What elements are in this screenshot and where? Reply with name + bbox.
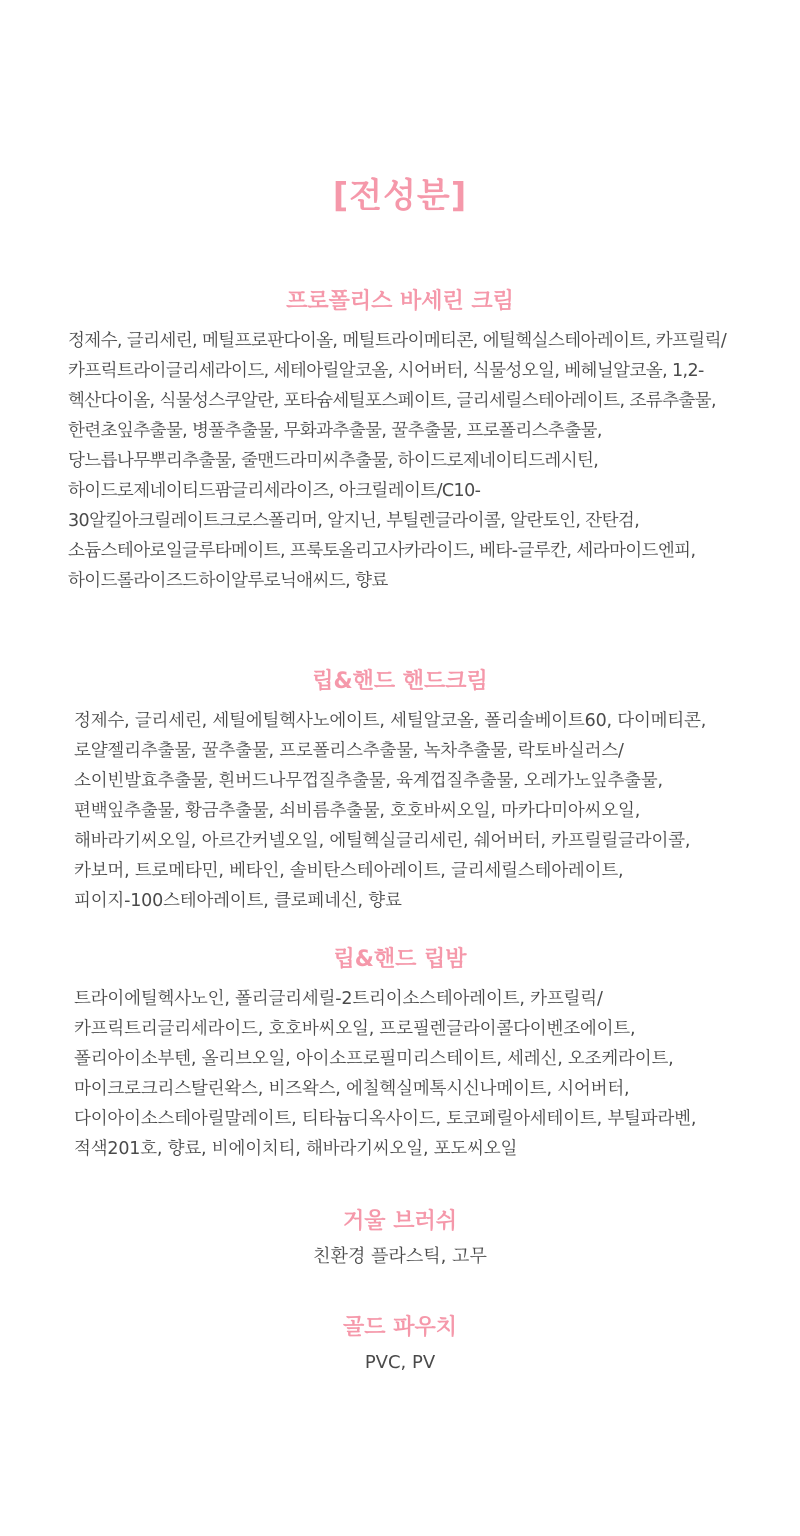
section-heading-gold-pouch: 골드 파우치 [343,1315,457,1340]
section-heading-hand-cream: 립&핸드 핸드크림 [312,669,488,694]
ingredients-mirror-brush: 친환경 플라스틱, 고무 [313,1246,487,1267]
section-heading-mirror-brush: 거울 브러쉬 [343,1209,457,1234]
page-title: [전성분] [332,176,468,216]
ingredients-lip-balm: 트라이에틸헥사노인, 폴리글리세릴-2트리이소스테아레이트, 카프릴릭/카프릭트리글리세라이드, 호호바씨오일, 프로필렌글라이콜다이벤조에이트, 폴리아이소부텐, 올리브오일, 아이소프로필미리스테이트, 세레신, 오조케라이트, 마이크로크리스탈린왁스, 비즈왁스, 에칠헥실메톡시신나메이트, 시어버터, 다이아이소스테아릴말레이트, 티타늄디옥사이드, 토코페릴아세테이트, 부틸파라벤, 적색201호, 향료, 비에이치티, 해바라기씨오일, 포도씨오일 [74,989,697,1159]
section-heading-propolis-cream: 프로폴리스 바세린 크림 [286,289,514,314]
section-heading-lip-balm: 립&핸드 립밤 [333,947,467,972]
ingredients-hand-cream: 정제수, 글리세린, 세틸에틸헥사노에이트, 세틸알코올, 폴리솔베이트60, 다이메티콘, 로얄젤리추출물, 꿀추출물, 프로폴리스추출물, 녹차추출물, 락토바실러스/소이빈발효추출물, 흰버드나무껍질추출물, 육계껍질추출물, 오레가노잎추출물, 편백잎추출물, 황금추출물, 쇠비름추출물, 호호바씨오일, 마카다미아씨오일, 해바라기씨오일, 아르간커넬오일, 에틸헥실글리세린, 쉐어버터, 카프릴릴글라이콜, 카보머, 트로메타민, 베타인, 솔비탄스테아레이트, 글리세릴스테아레이트, 피이지-100스테아레이트, 클로페네신, 향료 [74,711,707,911]
ingredients-gold-pouch: PVC, PV [364,1352,436,1373]
ingredients-propolis-cream: 정제수, 글리세린, 메틸프로판다이올, 메틸트라이메티콘, 에틸헥실스테아레이트, 카프릴릭/카프릭트라이글리세라이드, 세테아릴알코올, 시어버터, 식물성오일, 베헤닐알코올, 1,2-헥산다이올, 식물성스쿠알란, 포타슘세틸포스페이트, 글리세릴스테아레이트, 조류추출물, 한련초잎추출물, 병풀추출물, 무화과추출물, 꿀추출물, 프로폴리스추출물, 당느릅나무뿌리추출물, 줄맨드라미씨추출물, 하이드로제네이티드레시틴, 하이드로제네이티드팜글리세라이즈, 아크릴레이트/C10-30알킬아크릴레이트크로스폴리머, 알지닌, 부틸렌글라이콜, 알란토인, 잔탄검, 소듐스테아로일글루타메이트, 프룩토올리고사카라이드, 베타-글루칸, 세라마이드엔피, 하이드롤라이즈드하이알루로닉애씨드, 향료 [68,331,727,591]
